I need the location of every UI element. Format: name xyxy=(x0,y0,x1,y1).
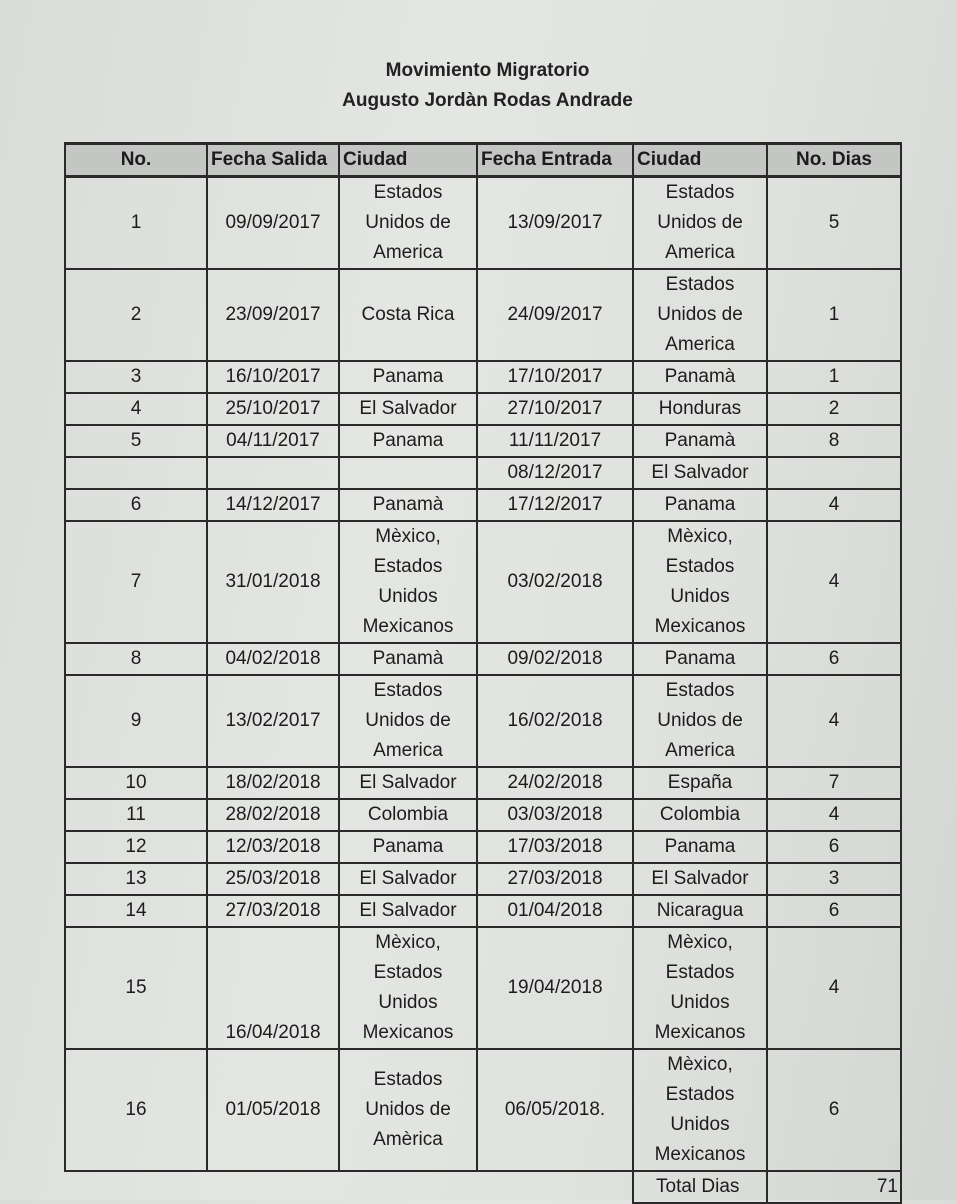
cell-fecha-salida: 13/02/2017 xyxy=(207,675,339,767)
cell-ciudad-salida: Estados Unidos de America xyxy=(339,177,477,270)
cell-no: 4 xyxy=(65,393,207,425)
cell-fecha-salida: 16/10/2017 xyxy=(207,361,339,393)
cell-ciudad-entrada: Estados Unidos de America xyxy=(633,269,767,361)
cell-no: 14 xyxy=(65,895,207,927)
table-row xyxy=(65,457,901,489)
cell-ciudad-salida: Estados Unidos de America xyxy=(339,675,477,767)
cell-no: 11 xyxy=(65,799,207,831)
cell-no: 15 xyxy=(65,927,207,1049)
cell-ciudad-salida: Panamà xyxy=(339,489,477,521)
cell-fecha-salida: 09/09/2017 xyxy=(207,177,339,270)
cell-fecha-salida: 18/02/2018 xyxy=(207,767,339,799)
cell-fecha-salida: 25/10/2017 xyxy=(207,393,339,425)
cell-ciudad-entrada: Mèxico, Estados Unidos Mexicanos xyxy=(633,1049,767,1171)
cell-ciudad-salida: Estados Unidos de Amèrica xyxy=(339,1049,477,1171)
cell-no: 13 xyxy=(65,863,207,895)
cell-no: 16 xyxy=(65,1049,207,1171)
cell-no-dias: 4 xyxy=(767,799,901,831)
cell-no: 6 xyxy=(65,489,207,521)
cell-fecha-salida: 12/03/2018 xyxy=(207,831,339,863)
cell-no: 9 xyxy=(65,675,207,767)
cell-ciudad-salida: Colombia xyxy=(339,799,477,831)
cell-no: 3 xyxy=(65,361,207,393)
table-row xyxy=(65,643,901,675)
cell-ciudad-salida xyxy=(339,457,477,489)
document-title: Movimiento Migratorio xyxy=(385,60,590,81)
cell-ciudad-salida: El Salvador xyxy=(339,767,477,799)
table-row xyxy=(65,521,901,643)
table-row xyxy=(65,927,901,1049)
cell-ciudad-salida: Panama xyxy=(339,425,477,457)
cell-fecha-entrada: 17/03/2018 xyxy=(477,831,633,863)
cell-ciudad-salida: Costa Rica xyxy=(339,269,477,361)
cell-no-dias: 5 xyxy=(767,177,901,270)
cell-no: 5 xyxy=(65,425,207,457)
cell-no-dias: 7 xyxy=(767,767,901,799)
cell-fecha-entrada: 16/02/2018 xyxy=(477,675,633,767)
cell-fecha-salida: 04/02/2018 xyxy=(207,643,339,675)
cell-fecha-salida: 25/03/2018 xyxy=(207,863,339,895)
cell-fecha-entrada: 27/03/2018 xyxy=(477,863,633,895)
cell-fecha-entrada: 19/04/2018 xyxy=(477,927,633,1049)
cell-fecha-entrada: 24/02/2018 xyxy=(477,767,633,799)
cell-fecha-entrada: 09/02/2018 xyxy=(477,643,633,675)
cell-ciudad-salida: Panama xyxy=(339,831,477,863)
cell-fecha-salida: 31/01/2018 xyxy=(207,521,339,643)
cell-ciudad-entrada: Mèxico, Estados Unidos Mexicanos xyxy=(633,927,767,1049)
cell-no-dias: 3 xyxy=(767,863,901,895)
cell-fecha-entrada: 08/12/2017 xyxy=(477,457,633,489)
cell-ciudad-entrada: Panama xyxy=(633,831,767,863)
col-header-ciudad-entrada: Ciudad xyxy=(633,144,767,177)
cell-fecha-entrada: 17/10/2017 xyxy=(477,361,633,393)
cell-fecha-entrada: 11/11/2017 xyxy=(477,425,633,457)
cell-no: 8 xyxy=(65,643,207,675)
document-header xyxy=(0,56,957,116)
table-header-row xyxy=(65,144,901,177)
table-row xyxy=(65,799,901,831)
cell-fecha-entrada: 27/10/2017 xyxy=(477,393,633,425)
col-header-fecha-salida: Fecha Salida xyxy=(207,144,339,177)
cell-fecha-salida: 04/11/2017 xyxy=(207,425,339,457)
cell-ciudad-entrada: Nicaragua xyxy=(633,895,767,927)
table-row xyxy=(65,831,901,863)
cell-ciudad-salida: Panamà xyxy=(339,643,477,675)
cell-ciudad-entrada: Colombia xyxy=(633,799,767,831)
cell-fecha-entrada: 06/05/2018. xyxy=(477,1049,633,1171)
table-row xyxy=(65,177,901,270)
col-header-ciudad-salida: Ciudad xyxy=(339,144,477,177)
total-label: Total Dias xyxy=(633,1171,767,1203)
total-spacer xyxy=(65,1171,633,1203)
cell-no-dias: 6 xyxy=(767,643,901,675)
cell-ciudad-entrada: Panama xyxy=(633,489,767,521)
cell-no-dias: 6 xyxy=(767,831,901,863)
cell-ciudad-entrada: Honduras xyxy=(633,393,767,425)
cell-fecha-entrada: 24/09/2017 xyxy=(477,269,633,361)
table-row xyxy=(65,863,901,895)
cell-ciudad-entrada: El Salvador xyxy=(633,457,767,489)
cell-no: 10 xyxy=(65,767,207,799)
cell-no-dias: 6 xyxy=(767,1049,901,1171)
cell-no-dias: 8 xyxy=(767,425,901,457)
cell-fecha-salida: 27/03/2018 xyxy=(207,895,339,927)
cell-ciudad-entrada: Mèxico, Estados Unidos Mexicanos xyxy=(633,521,767,643)
cell-fecha-entrada: 01/04/2018 xyxy=(477,895,633,927)
cell-fecha-salida xyxy=(207,457,339,489)
cell-no-dias: 4 xyxy=(767,927,901,1049)
table-row xyxy=(65,425,901,457)
table-row xyxy=(65,393,901,425)
cell-ciudad-entrada: Estados Unidos de America xyxy=(633,675,767,767)
cell-ciudad-salida: El Salvador xyxy=(339,863,477,895)
cell-no-dias: 4 xyxy=(767,675,901,767)
col-header-fecha-entrada: Fecha Entrada xyxy=(477,144,633,177)
total-value: 71 xyxy=(767,1171,901,1203)
table-row xyxy=(65,895,901,927)
cell-fecha-entrada: 03/03/2018 xyxy=(477,799,633,831)
cell-ciudad-entrada: Estados Unidos de America xyxy=(633,177,767,270)
cell-no: 7 xyxy=(65,521,207,643)
col-header-no-dias: No. Dias xyxy=(767,144,901,177)
cell-ciudad-entrada: España xyxy=(633,767,767,799)
cell-ciudad-salida: El Salvador xyxy=(339,393,477,425)
cell-fecha-entrada: 03/02/2018 xyxy=(477,521,633,643)
cell-ciudad-salida: El Salvador xyxy=(339,895,477,927)
cell-ciudad-entrada: Panamà xyxy=(633,361,767,393)
document-subtitle: Augusto Jordàn Rodas Andrade xyxy=(342,90,633,111)
cell-no-dias: 1 xyxy=(767,269,901,361)
cell-no-dias: 4 xyxy=(767,489,901,521)
table-row xyxy=(65,1049,901,1171)
cell-no-dias: 6 xyxy=(767,895,901,927)
total-row xyxy=(65,1171,901,1203)
cell-ciudad-salida: Mèxico, Estados Unidos Mexicanos xyxy=(339,927,477,1049)
cell-no: 2 xyxy=(65,269,207,361)
cell-fecha-salida: 23/09/2017 xyxy=(207,269,339,361)
table-row xyxy=(65,269,901,361)
cell-fecha-entrada: 17/12/2017 xyxy=(477,489,633,521)
cell-fecha-salida: 28/02/2018 xyxy=(207,799,339,831)
table-row xyxy=(65,361,901,393)
cell-fecha-salida: 14/12/2017 xyxy=(207,489,339,521)
table-row xyxy=(65,489,901,521)
table-row xyxy=(65,767,901,799)
col-header-no: No. xyxy=(65,144,207,177)
cell-ciudad-entrada: Panama xyxy=(633,643,767,675)
cell-no-dias: 1 xyxy=(767,361,901,393)
table-row xyxy=(65,675,901,767)
migration-table xyxy=(64,142,902,1204)
cell-fecha-salida: 16/04/2018 xyxy=(207,927,339,1049)
cell-no-dias xyxy=(767,457,901,489)
cell-no: 12 xyxy=(65,831,207,863)
cell-fecha-salida: 01/05/2018 xyxy=(207,1049,339,1171)
cell-no-dias: 4 xyxy=(767,521,901,643)
cell-ciudad-entrada: Panamà xyxy=(633,425,767,457)
cell-no-dias: 2 xyxy=(767,393,901,425)
cell-ciudad-salida: Panama xyxy=(339,361,477,393)
cell-fecha-entrada: 13/09/2017 xyxy=(477,177,633,270)
cell-no xyxy=(65,457,207,489)
cell-ciudad-entrada: El Salvador xyxy=(633,863,767,895)
cell-ciudad-salida: Mèxico, Estados Unidos Mexicanos xyxy=(339,521,477,643)
cell-no: 1 xyxy=(65,177,207,270)
